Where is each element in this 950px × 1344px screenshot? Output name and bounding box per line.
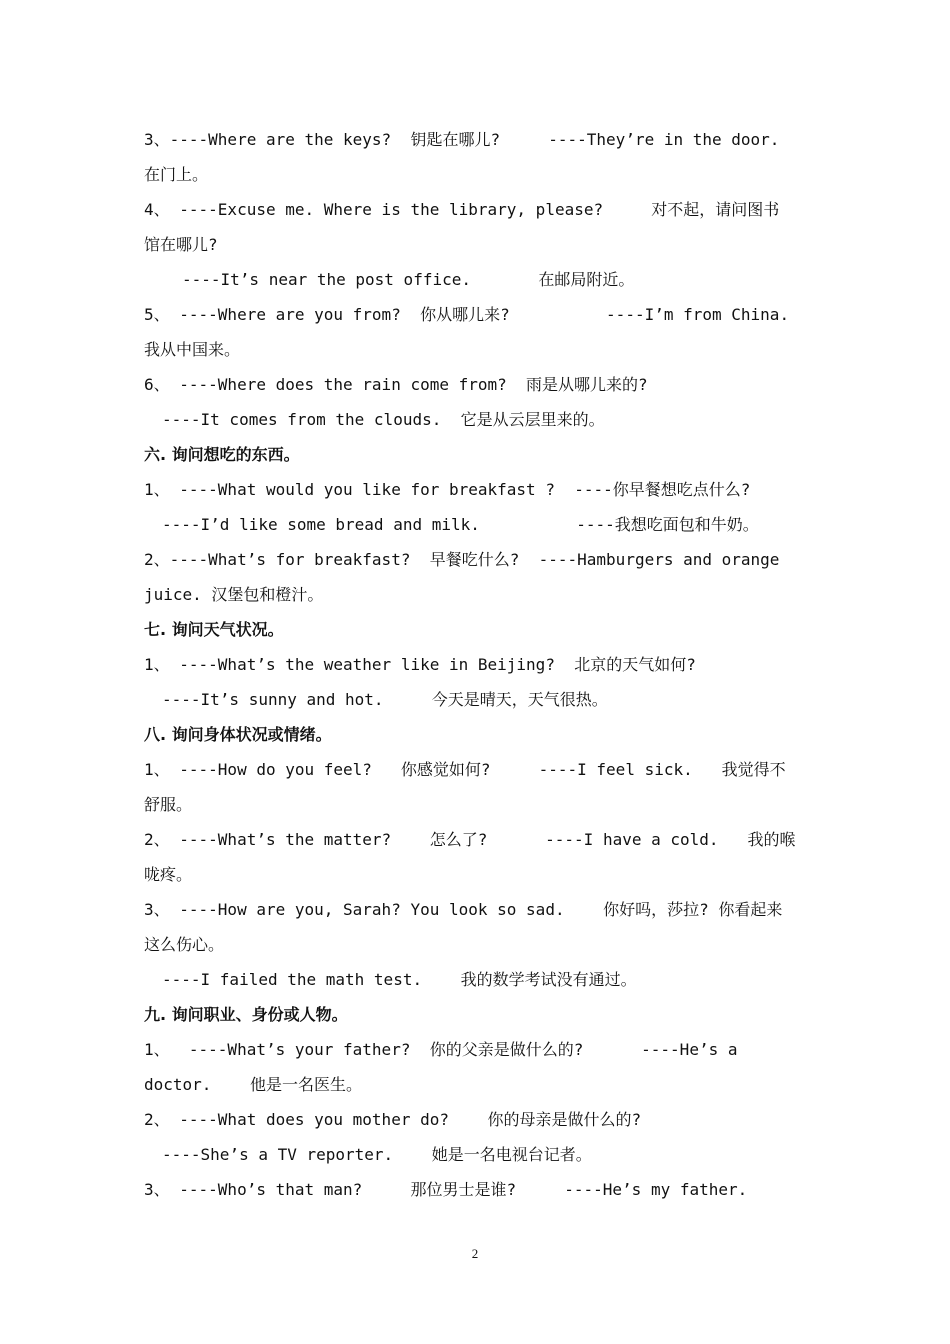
text-line: ----It’s sunny and hot. 今天是晴天，天气很热。 — [162, 690, 608, 709]
section-heading: 六. 询问想吃的东西。 — [144, 445, 300, 464]
text-line: 2、 ----What does you mother do? 你的母亲是做什么的? — [144, 1110, 642, 1129]
text-line: doctor. 他是一名医生。 — [144, 1075, 362, 1094]
text-line: 这么伤心。 — [144, 935, 225, 954]
document-content — [144, 122, 806, 1207]
text-line: 1、 ----What’s your father? 你的父亲是做什么的? ----He’s a — [144, 1040, 738, 1059]
text-line: 1、 ----What would you like for breakfast ? ----你早餐想吃点什么? — [144, 480, 751, 499]
text-line: ----I failed the math test. 我的数学考试没有通过。 — [162, 970, 637, 989]
text-line: 馆在哪儿? — [144, 235, 218, 254]
section-heading: 八. 询问身体状况或情绪。 — [144, 725, 332, 744]
text-line: juice. 汉堡包和橙汁。 — [144, 585, 324, 604]
text-line: 3、----Where are the keys? 钥匙在哪儿? ----They’re in the door. — [144, 130, 780, 149]
text-line: ----She’s a TV reporter. 她是一名电视台记者。 — [162, 1145, 592, 1164]
text-line: 4、 ----Excuse me. Where is the library, please? 对不起，请问图书 — [144, 200, 780, 219]
text-line: ----It’s near the post office. 在邮局附近。 — [182, 270, 635, 289]
text-line: 6、 ----Where does the rain come from? 雨是从哪儿来的? — [144, 375, 648, 394]
text-line: 5、 ----Where are you from? 你从哪儿来? ----I’m from China. — [144, 305, 790, 324]
text-line: 1、 ----How do you feel? 你感觉如何? ----I feel sick. 我觉得不 — [144, 760, 786, 779]
text-line: ----I’d like some bread and milk. ----我想吃面包和牛奶。 — [162, 515, 759, 534]
section-heading: 七. 询问天气状况。 — [144, 620, 284, 639]
section-heading: 九. 询问职业、身份或人物。 — [144, 1005, 348, 1024]
text-line: 2、----What’s for breakfast? 早餐吃什么? ----Hamburgers and orange — [144, 550, 780, 569]
text-line: 舒服。 — [144, 795, 193, 814]
text-line: 在门上。 — [144, 165, 209, 184]
text-line: 咙疼。 — [144, 865, 193, 884]
page-number: 2 — [471, 1246, 479, 1261]
text-line: 我从中国来。 — [144, 340, 241, 359]
text-line: 3、 ----Who’s that man? 那位男士是谁? ----He’s my father. — [144, 1180, 748, 1199]
text-line: 1、 ----What’s the weather like in Beijing? 北京的天气如何? — [144, 655, 696, 674]
text-line: 2、 ----What’s the matter? 怎么了? ----I have a cold. 我的喉 — [144, 830, 796, 849]
text-line: 3、 ----How are you, Sarah? You look so sad. 你好吗，莎拉? 你看起来 — [144, 900, 783, 919]
text-line: ----It comes from the clouds. 它是从云层里来的。 — [162, 410, 605, 429]
